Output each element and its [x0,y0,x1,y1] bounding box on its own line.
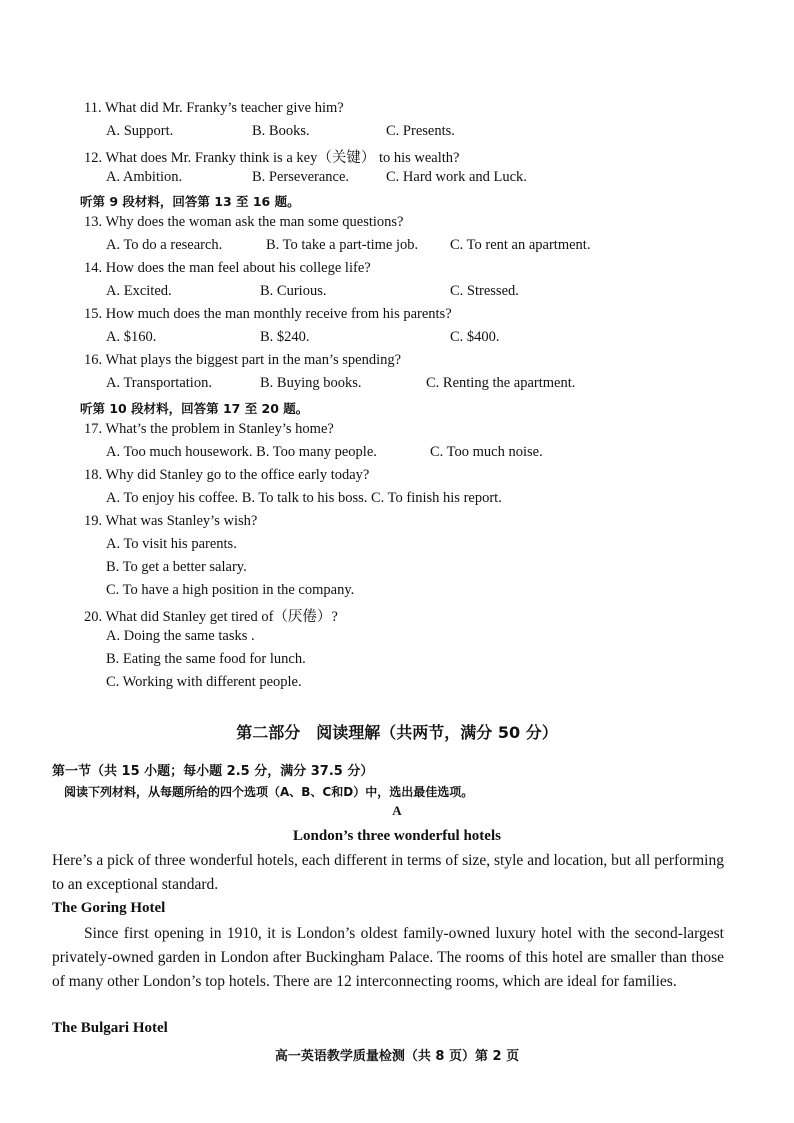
q12-option-b: B. Perseverance. [252,169,350,185]
q14-option-a: A. Excited. [106,283,172,299]
q15-option-c: C. $400. [450,329,500,345]
q17-option-c: C. Too much noise. [430,444,543,460]
q20-option-c: C. Working with different people. [106,674,302,690]
question-13: 13. Why does the woman ask the man some questions? [84,214,404,230]
passage-title: London’s three wonderful hotels [293,828,501,844]
q15-option-b: B. $240. [260,329,310,345]
question-18: 18. Why did Stanley go to the office early today? [84,467,370,483]
hotel-2-name: The Bulgari Hotel [52,1020,168,1036]
question-16: 16. What plays the biggest part in the man’s spending? [84,352,402,368]
q12-option-c: C. Hard work and Luck. [386,169,527,185]
q14-option-b: B. Curious. [260,283,327,299]
q16-option-a: A. Transportation. [106,375,212,391]
page-footer: 高一英语教学质量检测（共 8 页）第 2 页 [274,1049,520,1064]
question-12: 12. What does Mr. Franky think is a key（关键） to his wealth? [84,150,460,166]
question-17: 17. What’s the problem in Stanley’s home? [84,421,334,437]
question-14: 14. How does the man feel about his college life? [84,260,371,276]
q18-options: A. To enjoy his coffee. B. To talk to his boss. C. To finish his report. [106,490,502,506]
q14-option-c: C. Stressed. [450,283,519,299]
q15-option-a: A. $160. [106,329,157,345]
q17-options-ab: A. Too much housework. B. Too many people. [106,444,377,460]
section-10-instruction: 听第 10 段材料，回答第 17 至 20 题。 [80,401,309,416]
question-15: 15. How much does the man monthly receive from his parents? [84,306,452,322]
q12-option-a: A. Ambition. [106,169,183,185]
q16-option-c: C. Renting the apartment. [426,375,576,391]
q16-option-b: B. Buying books. [260,375,362,391]
q11-option-a: A. Support. [106,123,174,139]
section-1-heading: 第一节（共 15 小题；每小题 2.5 分，满分 37.5 分） [52,764,374,779]
reading-instruction: 阅读下列材料，从每题所给的四个选项（A、B、C和D）中，选出最佳选项。 [64,785,474,799]
q19-option-a: A. To visit his parents. [106,536,237,552]
hotel-1-paragraph: Since first opening in 1910, it is London’s oldest family-owned luxury hotel with the second-largest privately-owned garden in London after Buckingham Palace. The rooms of this hotel are smaller than those of many other London’s top hotels. There are 12 interconnecting rooms, which are ideal for families. [52,925,724,990]
question-11: 11. What did Mr. Franky’s teacher give him? [84,100,344,116]
q13-option-b: B. To take a part-time job. [266,237,419,253]
question-20: 20. What did Stanley get tired of（厌倦）? [84,609,338,625]
q11-option-b: B. Books. [252,123,310,139]
q20-option-b: B. Eating the same food for lunch. [106,651,306,667]
part-2-title: 第二部分 阅读理解（共两节，满分 50 分） [236,723,558,742]
section-9-instruction: 听第 9 段材料，回答第 13 至 16 题。 [80,194,300,209]
q11-option-c: C. Presents. [386,123,455,139]
q13-option-c: C. To rent an apartment. [450,237,591,253]
question-19: 19. What was Stanley’s wish? [84,513,258,529]
q20-option-a: A. Doing the same tasks . [106,628,255,644]
q19-option-b: B. To get a better salary. [106,559,247,575]
passage-letter: A [392,803,402,818]
hotel-1-name: The Goring Hotel [52,900,166,916]
intro-paragraph: Here’s a pick of three wonderful hotels, each different in terms of size, style and location, but all performing to an exceptional standard. [52,852,724,893]
q19-option-c: C. To have a high position in the company. [106,582,355,598]
q13-option-a: A. To do a research. [106,237,223,253]
